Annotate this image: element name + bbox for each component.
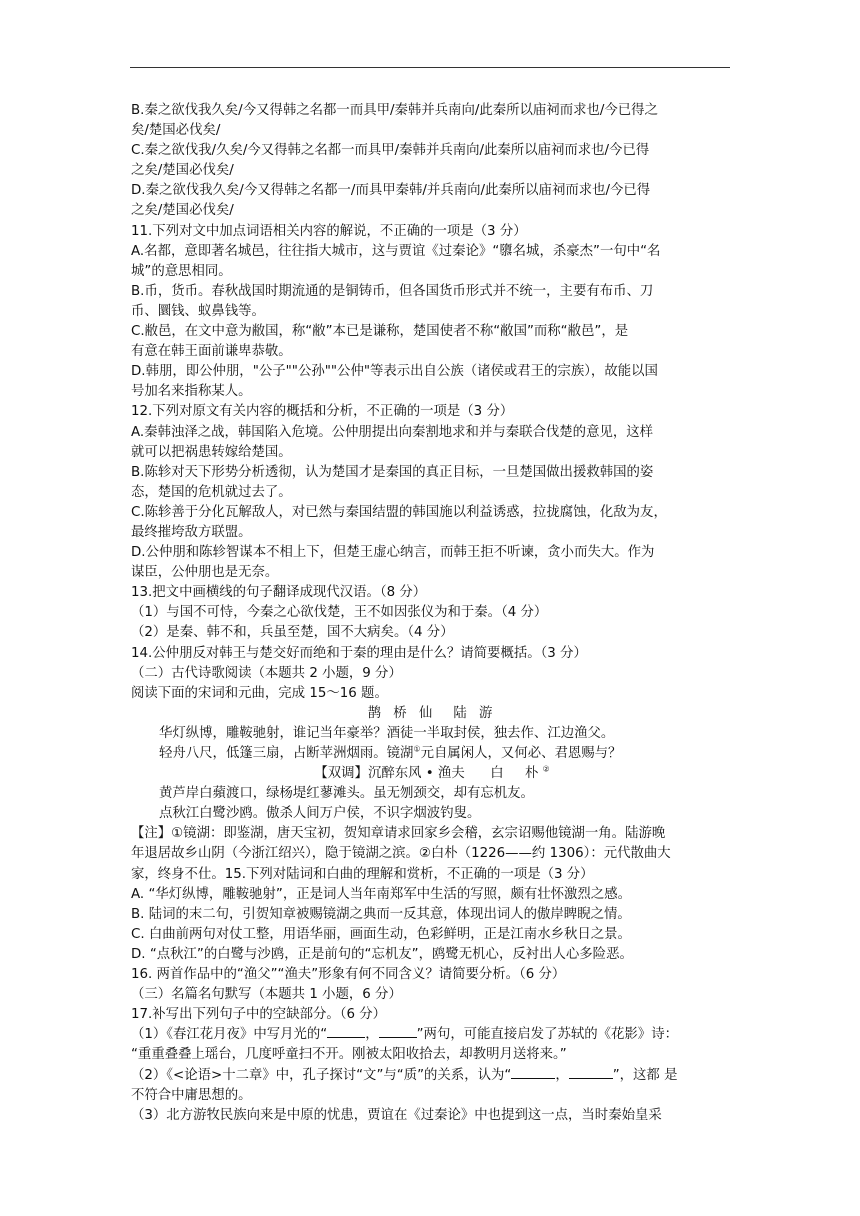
question-13: 13.把文中画横线的句子翻译成现代汉语。（8 分） [131, 585, 427, 601]
poem-1-author: 陆 游 [453, 705, 497, 721]
poem-2-title: 【双调】沉醉东风 • 渔夫 [314, 766, 465, 782]
q11-option-a: 城”的意思相同。 [131, 263, 232, 279]
answer-blank[interactable] [511, 1078, 555, 1079]
poem-1-text: 元自属闲人，又何必、君恩赐与？ [420, 746, 622, 761]
q17-part-2 [131, 1066, 733, 1086]
q17-text: ， [555, 1067, 569, 1083]
poem-2-line: 点秋江白鹭沙鸥。傲杀人间万户侯，不识字烟波钓叟。 [159, 806, 481, 822]
q13-part-2: （2）是秦、韩不和，兵虽至楚，国不大病矣。（4 分） [131, 625, 454, 641]
poem-1-text: 轻舟八尺，低篷三扇，占断苹洲烟雨。镜湖 [159, 746, 414, 761]
q17-text: （1）《春江花月夜》中写月光的“ [131, 1027, 328, 1043]
q12-option-b: B.陈轸对天下形势分析透彻，认为楚国才是秦国的真正目标，一旦楚国做出援救韩国的姿 [131, 464, 654, 480]
poem-2-heading [131, 764, 733, 784]
footnote-line: 家，终身不仕。15.下列对陆词和白曲的理解和赏析，不正确的一项是（3 分） [131, 866, 594, 882]
question-14: 14.公仲朋反对韩王与楚交好而绝和于秦的理由是什么？请简要概括。（3 分） [131, 645, 587, 661]
option-c-line: C.秦之欲伐我/久矣/今又得韩之名都一而具甲/秦韩并兵南向/此秦所以庙祠而求也/今已得 [131, 143, 650, 159]
q12-option-b: 态，楚国的危机就过去了。 [131, 484, 292, 500]
footnote-marker: ② [542, 764, 550, 774]
option-c-line: 之矣/楚国必伐矣/ [131, 163, 234, 179]
footnote-line: 【注】①镜湖：即鉴湖，唐天宝初，贺知章请求回家乡会稽，玄宗诏赐他镜湖一角。陆游晚 [131, 826, 666, 842]
option-d-line: 之矣/楚国必伐矣/ [131, 203, 234, 219]
q17-part-1: “重重叠叠上瑶台，几度呼童扫不开。刚被太阳收拾去，却教明月送将来。” [131, 1047, 567, 1063]
q17-part-1 [131, 1025, 733, 1045]
poem-2-author: 白 朴 [490, 766, 543, 782]
option-b-line: 矣/楚国必伐矣/ [131, 123, 221, 139]
q17-part-2: 不符合中庸思想的。 [131, 1087, 252, 1103]
poem-1-title: 鹊 桥 仙 [367, 705, 437, 721]
section-heading: （二）古代诗歌阅读（本题共 2 小题，9 分） [131, 665, 402, 681]
option-d-line: D.秦之欲伐我久矣/今又得韩之名都一/而具甲秦韩/并兵南向/此秦所以庙祠而求也/今已得 [131, 183, 651, 199]
q11-option-c: C.敝邑，在文中意为敝国，称“敝”本已是谦称，楚国使者不称“敝国”而称“敝邑”，是 [131, 324, 629, 340]
q11-option-d: 号加名来指称某人。 [131, 384, 252, 400]
q12-option-c: 最终摧垮敌方联盟。 [131, 524, 252, 540]
question-12: 12.下列对原文有关内容的概括和分析，不正确的一项是（3 分） [131, 404, 514, 420]
q15-option-c: C. 白曲前两句对仗工整，用语华丽，画面生动，色彩鲜明，正是江南水乡秋日之景。 [131, 926, 631, 942]
question-11: 11.下列对文中加点词语相关内容的解说，不正确的一项是（3 分） [131, 223, 527, 239]
poem-1-line [131, 744, 733, 764]
question-17: 17.补写出下列句子中的空缺部分。（6 分） [131, 1007, 387, 1023]
answer-blank[interactable] [569, 1078, 613, 1079]
page-content [131, 101, 733, 1126]
q11-option-a: A.名都，意即著名城邑，往往指大城市，这与贾谊《过秦论》“隳名城，杀豪杰”一句中“名 [131, 243, 661, 259]
q12-option-a: 就可以把祸患转嫁给楚国。 [131, 444, 292, 460]
answer-blank[interactable] [379, 1037, 417, 1038]
q12-option-d: 谋臣，公仲朋也是无奈。 [131, 565, 279, 581]
footnote-marker: ① [413, 744, 421, 754]
q15-option-d: D. “点秋江”的白鹭与沙鸥，正是前句的“忘机友”，鸥鹭无机心，反衬出人心多险恶。 [131, 946, 633, 962]
q12-option-d: D.公仲朋和陈轸智谋本不相上下，但楚王虚心纳言，而韩王拒不听谏，贪小而失大。作为 [131, 545, 655, 561]
answer-blank[interactable] [327, 1037, 365, 1038]
q17-text: ， [365, 1027, 379, 1043]
q12-option-c: C.陈轸善于分化瓦解敌人，对已然与秦国结盟的韩国施以利益诱惑，拉拢腐蚀，化敌为友， [131, 504, 667, 520]
poem-1-heading [131, 704, 733, 724]
poem-1-line: 华灯纵博，雕鞍驰射，谁记当年豪举？酒徒一半取封侯，独去作、江边渔父。 [159, 725, 615, 741]
q11-option-b: B.币，货币。春秋战国时期流通的是铜铸币，但各国货币形式并不统一，主要有布币、刀 [131, 283, 654, 299]
poem-2-line: 黄芦岸白蘋渡口，绿杨堤红蓼滩头。虽无刎颈交，却有忘机友。 [159, 786, 534, 802]
header-rule [130, 67, 730, 68]
question-16: 16. 两首作品中的“渔父”“渔夫”形象有何不同含义？请简要分析。（6 分） [131, 967, 566, 983]
footnote-line: 年退居故乡山阴（今浙江绍兴），隐于镜湖之滨。②白朴（1226——约 1306）：元代散曲大 [131, 846, 671, 862]
q11-option-b: 币、圜钱、蚁鼻钱等。 [131, 303, 265, 319]
q12-option-a: A.秦韩浊泽之战，韩国陷入危境。公仲朋提出向秦割地求和并与秦联合伐楚的意见，这样 [131, 424, 654, 440]
q11-option-d: D.韩朋，即公仲朋，"公子""公孙""公仲"等表示出自公族（诸侯或君王的宗族），故能以国 [131, 364, 658, 380]
q15-option-a: A. “华灯纵博，雕鞍驰射”，正是词人当年南郑军中生活的写照，颇有壮怀激烈之感。 [131, 886, 631, 902]
q17-part-3: （3）北方游牧民族向来是中原的忧患，贾谊在《过秦论》中也提到这一点，当时秦始皇采 [131, 1107, 662, 1123]
q15-option-b: B. 陆词的末二句，引贺知章被赐镜湖之典而一反其意，体现出词人的傲岸睥睨之情。 [131, 906, 631, 922]
q17-text: ”两句，可能直接启发了苏轼的《花影》诗： [416, 1027, 678, 1043]
option-b-line: B.秦之欲伐我久矣/今又得韩之名都一而具甲/秦韩并兵南向/此秦所以庙祠而求也/今已得之 [131, 103, 658, 118]
q17-text: ”，这都 是 [612, 1067, 678, 1083]
reading-intro: 阅读下面的宋词和元曲，完成 15～16 题。 [131, 685, 388, 701]
q17-text: （2）《<论语>十二章》中，孔子探讨“文”与“质”的关系，认为“ [131, 1067, 512, 1083]
q11-option-c: 有意在韩王面前谦卑恭敬。 [131, 344, 292, 360]
q13-part-1: （1）与国不可恃，今秦之心欲伐楚，王不如因张仪为和于秦。（4 分） [131, 605, 548, 621]
section-heading: （三）名篇名句默写（本题共 1 小题，6 分） [131, 987, 402, 1003]
